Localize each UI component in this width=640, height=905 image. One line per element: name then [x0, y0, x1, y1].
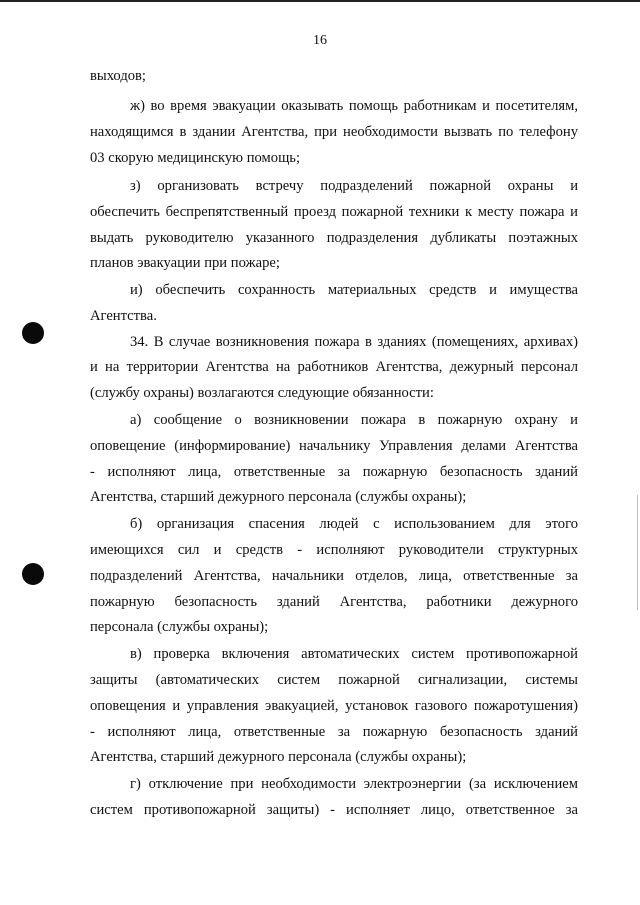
- body-line: находящимся в здании Агентства, при необходимости вызвать по телефону: [90, 124, 578, 140]
- body-line: выходов;: [90, 68, 146, 84]
- body-line: систем противопожарной защиты) - исполняет лицо, ответственное за: [90, 802, 578, 818]
- body-line: 34. В случае возникновения пожара в зданиях (помещениях, архивах): [130, 334, 578, 350]
- page-top-edge: [0, 0, 640, 2]
- body-line: Агентства.: [90, 308, 157, 324]
- body-line: 03 скорую медицинскую помощь;: [90, 150, 301, 166]
- body-line: выдать руководителю указанного подразделения дубликаты поэтажных: [90, 230, 578, 246]
- body-line: имеющихся сил и средств - исполняют руководители структурных: [90, 542, 578, 558]
- body-line: Агентства, старший дежурного персонала (службы охраны);: [90, 749, 467, 765]
- body-line: (службу охраны) возлагаются следующие обязанности:: [90, 385, 434, 401]
- body-line: защиты (автоматических систем пожарной сигнализации, системы: [90, 672, 578, 688]
- punch-hole-lower: [22, 563, 44, 585]
- body-line: ж) во время эвакуации оказывать помощь работникам и посетителям,: [130, 98, 578, 114]
- body-line: в) проверка включения автоматических систем противопожарной: [130, 646, 578, 662]
- body-line: - исполняют лица, ответственные за пожарную безопасность зданий: [90, 724, 578, 740]
- body-line: и на территории Агентства на работников Агентства, дежурный персонал: [90, 359, 578, 375]
- body-line: а) сообщение о возникновении пожара в пожарную охрану и: [130, 412, 578, 428]
- body-line: персонала (службы охраны);: [90, 619, 269, 635]
- body-line: подразделений Агентства, начальники отделов, лица, ответственные за: [90, 568, 578, 584]
- body-line: обеспечить беспрепятственный проезд пожарной техники к месту пожара и: [90, 204, 578, 220]
- body-line: з) организовать встречу подразделений пожарной охраны и: [130, 178, 578, 194]
- body-line: планов эвакуации при пожаре;: [90, 255, 280, 271]
- body-line: б) организация спасения людей с использованием для этого: [130, 516, 578, 532]
- punch-hole-upper: [22, 322, 44, 344]
- scan-edge-mark: [637, 495, 638, 610]
- body-line: пожарную безопасность зданий Агентства, работники дежурного: [90, 594, 578, 610]
- page-number: 16: [313, 33, 327, 48]
- body-line: оповещения и управления эвакуацией, установок газового пожаротушения): [90, 698, 578, 714]
- body-line: и) обеспечить сохранность материальных средств и имущества: [130, 282, 578, 298]
- body-line: Агентства, старший дежурного персонала (службы охраны);: [90, 489, 467, 505]
- body-line: оповещение (информирование) начальнику Управления делами Агентства: [90, 438, 578, 454]
- body-line: г) отключение при необходимости электроэнергии (за исключением: [130, 776, 578, 792]
- body-line: - исполняют лица, ответственные за пожарную безопасность зданий: [90, 464, 578, 480]
